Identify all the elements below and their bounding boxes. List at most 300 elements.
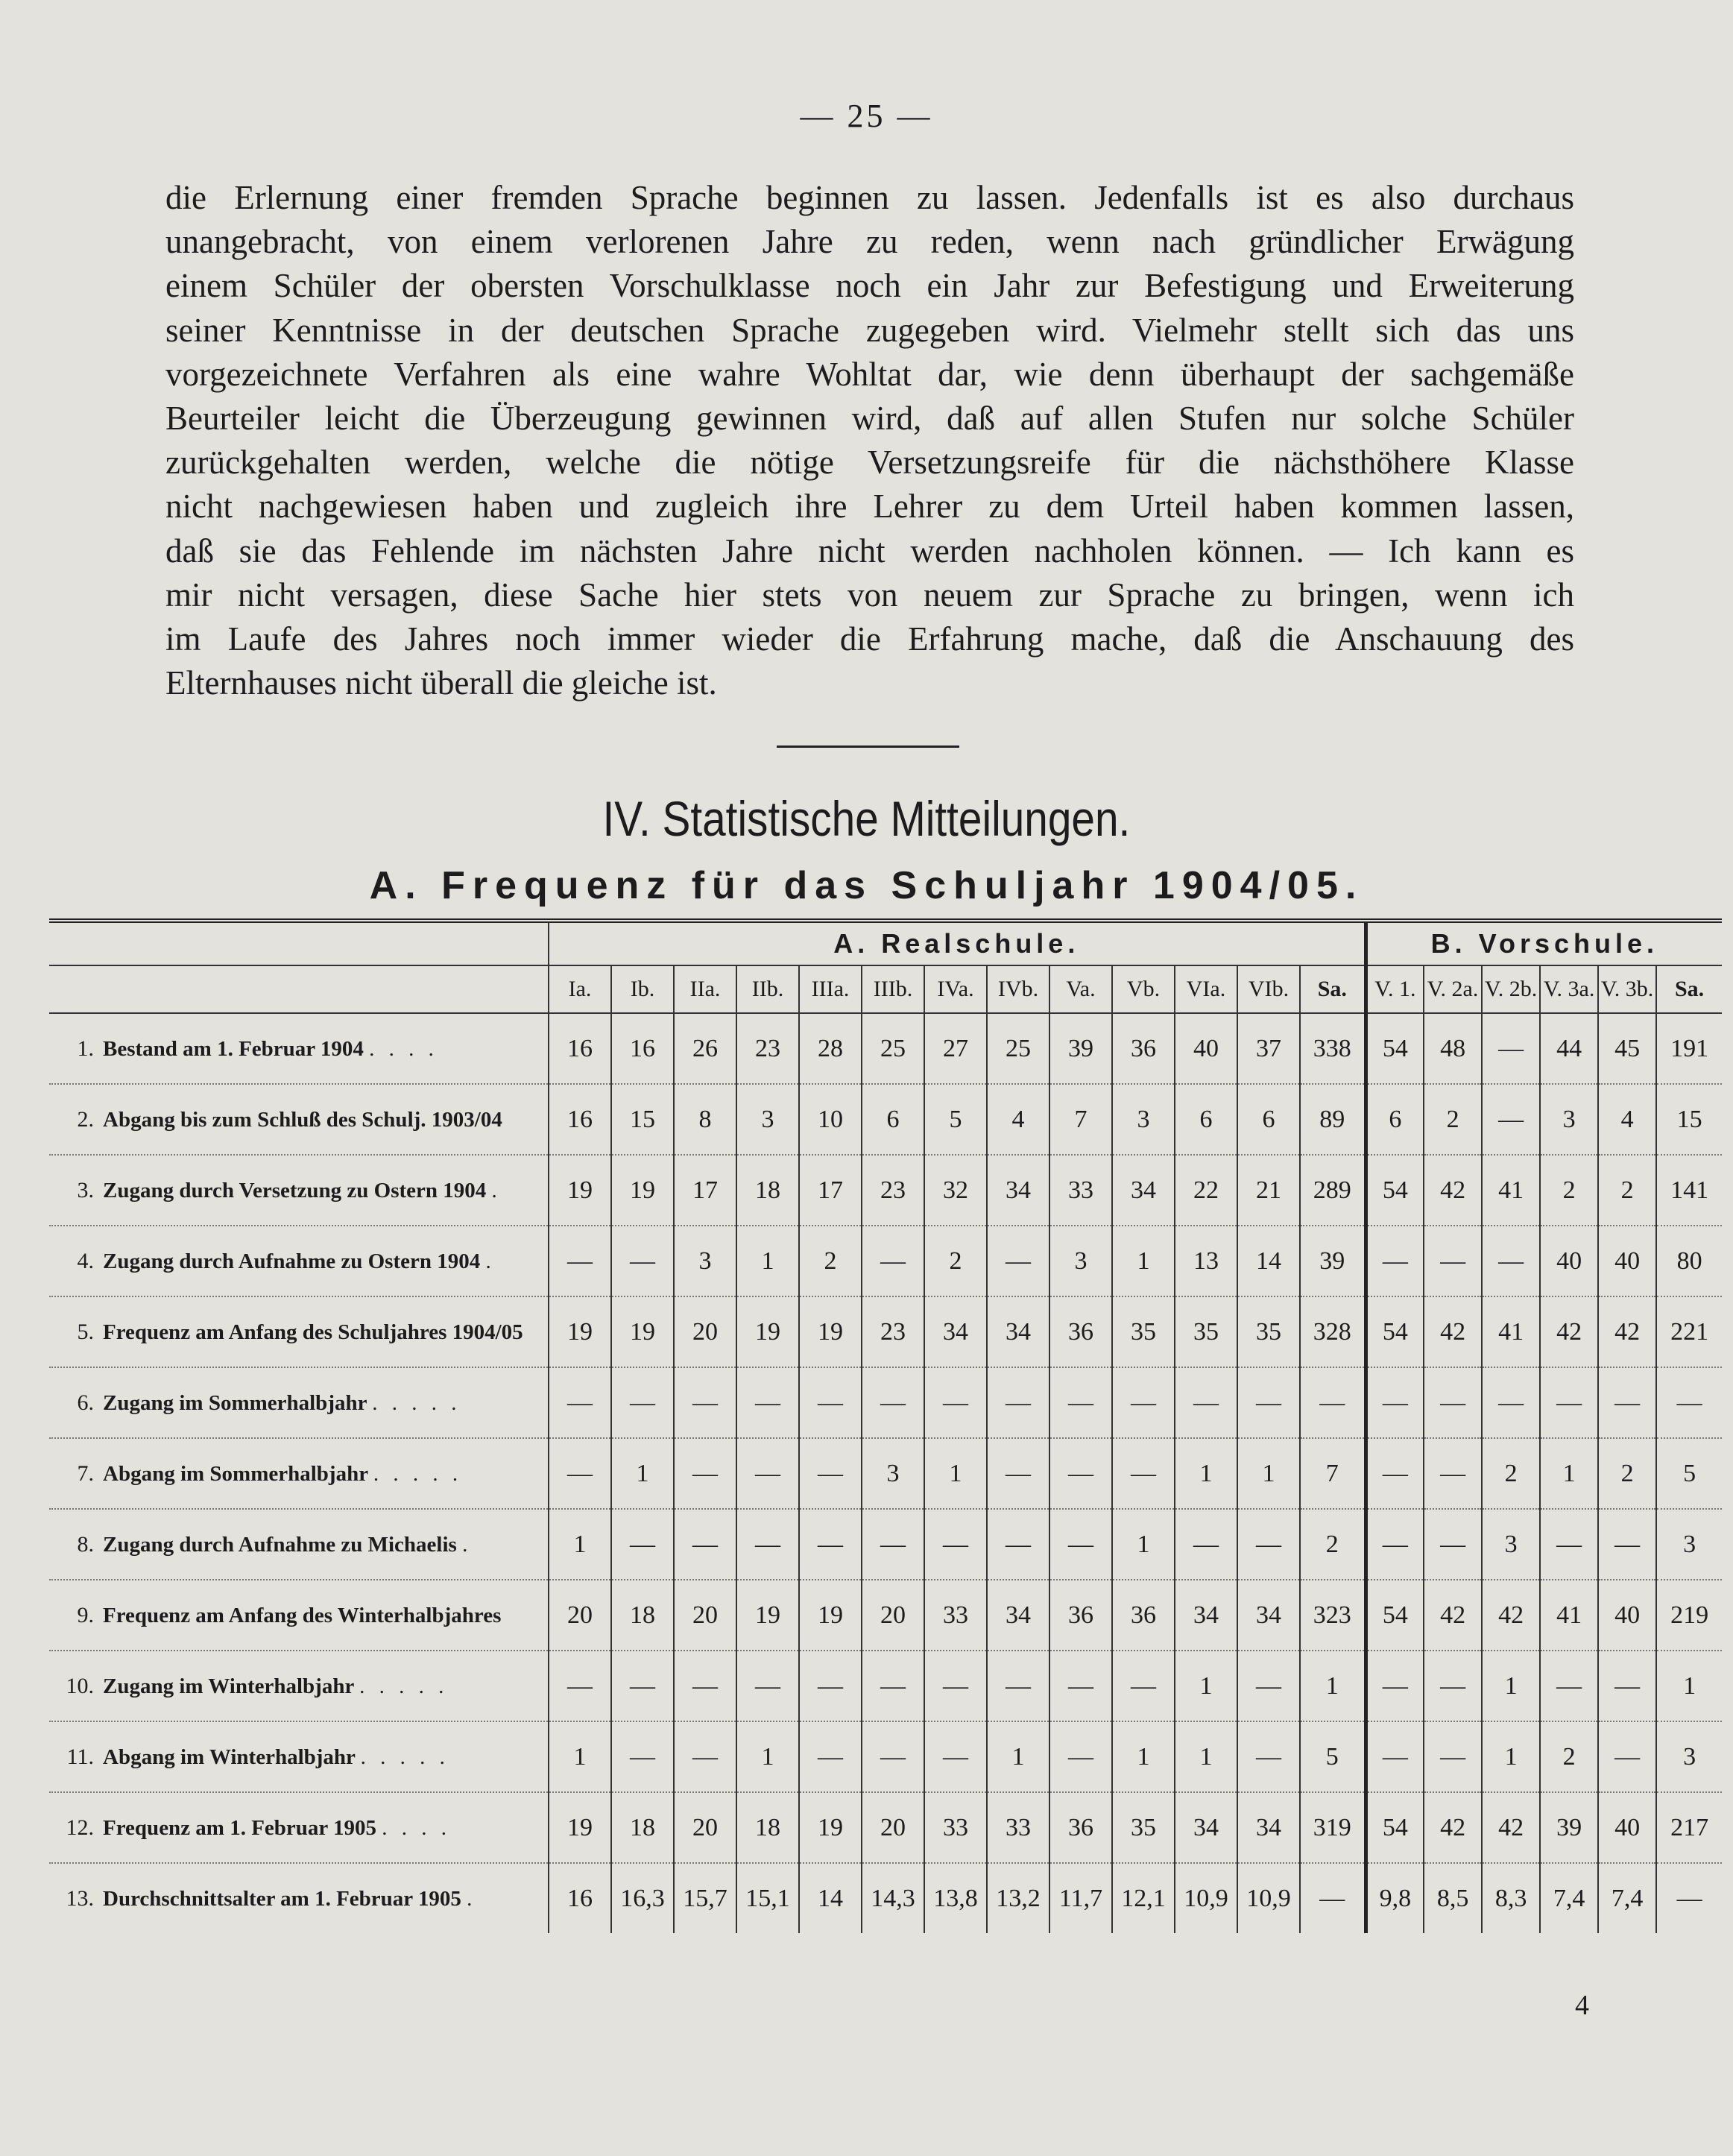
cell-realschule: 19 <box>736 1580 799 1651</box>
row-label-text: Zugang durch Aufnahme zu Michaelis <box>103 1532 457 1557</box>
column-header-class: IIb. <box>736 965 799 1013</box>
cell-realschule: 40 <box>1175 1013 1237 1084</box>
cell-realschule: — <box>924 1509 987 1580</box>
cell-vorschule: — <box>1598 1721 1656 1792</box>
column-header-class: Ia. <box>549 965 611 1013</box>
cell-vorschule: 40 <box>1598 1792 1656 1863</box>
cell-realschule: 36 <box>1112 1580 1175 1651</box>
column-header-class: IVb. <box>987 965 1049 1013</box>
cell-realschule: 19 <box>611 1296 674 1367</box>
cell-realschule: 20 <box>862 1792 924 1863</box>
row-leader-dots: . <box>485 1249 496 1273</box>
paragraph-line: nicht nachgewiesen haben und zugleich ihre Lehrer zu dem Urteil haben kommen lassen, <box>165 488 1574 526</box>
row-leader-dots: . . . . . <box>373 1461 463 1486</box>
cell-vorschule: — <box>1482 1084 1540 1155</box>
cell-realschule: — <box>549 1367 611 1438</box>
cell-realschule: 21 <box>1237 1155 1300 1226</box>
cell-realschule: — <box>862 1509 924 1580</box>
cell-vorschule-sum: — <box>1656 1863 1722 1933</box>
table-row <box>49 1580 1722 1651</box>
frequency-table <box>49 918 1722 1933</box>
cell-realschule: — <box>736 1367 799 1438</box>
cell-realschule: 10 <box>799 1084 862 1155</box>
cell-realschule: 10,9 <box>1237 1863 1300 1933</box>
row-label-text: Zugang im Sommerhalbjahr <box>103 1390 367 1415</box>
row-label-text: Zugang durch Versetzung zu Ostern 1904 <box>103 1178 487 1202</box>
cell-realschule-sum: — <box>1300 1367 1366 1438</box>
cell-realschule: 27 <box>924 1013 987 1084</box>
row-leader-dots: . . . . . <box>359 1674 449 1698</box>
row-label <box>49 1296 549 1367</box>
cell-vorschule: 4 <box>1598 1084 1656 1155</box>
cell-realschule: 35 <box>1112 1792 1175 1863</box>
cell-realschule-sum: 5 <box>1300 1721 1366 1792</box>
cell-vorschule: — <box>1424 1438 1482 1509</box>
row-number: 6. <box>77 1390 94 1415</box>
paragraph-line: seiner Kenntnisse in der deutschen Sprache zugegeben wird. Vielmehr stellt sich das uns <box>165 311 1574 349</box>
row-number: 4. <box>77 1248 94 1273</box>
cell-realschule: 17 <box>799 1155 862 1226</box>
row-label <box>49 1509 549 1580</box>
cell-vorschule: 44 <box>1540 1013 1598 1084</box>
cell-vorschule-sum: 221 <box>1656 1296 1722 1367</box>
cell-realschule: 35 <box>1175 1296 1237 1367</box>
cell-realschule: 1 <box>549 1721 611 1792</box>
cell-realschule: — <box>862 1367 924 1438</box>
cell-vorschule: 41 <box>1482 1155 1540 1226</box>
row-leader-dots: . . . . . <box>372 1390 461 1415</box>
column-header-vorschule-class: V. 1. <box>1366 965 1424 1013</box>
cell-vorschule: 40 <box>1598 1226 1656 1296</box>
row-number: 9. <box>77 1602 94 1627</box>
cell-realschule: 34 <box>1237 1580 1300 1651</box>
cell-realschule: 28 <box>799 1013 862 1084</box>
cell-vorschule-sum: 5 <box>1656 1438 1722 1509</box>
cell-vorschule: 42 <box>1424 1155 1482 1226</box>
cell-realschule: — <box>987 1651 1049 1721</box>
cell-realschule: 1 <box>1175 1438 1237 1509</box>
row-number: 10. <box>66 1673 94 1698</box>
cell-vorschule: 9,8 <box>1366 1863 1424 1933</box>
cell-realschule: — <box>549 1226 611 1296</box>
cell-vorschule: — <box>1482 1013 1540 1084</box>
cell-realschule: 33 <box>924 1792 987 1863</box>
cell-realschule: — <box>1049 1651 1112 1721</box>
row-label <box>49 1721 549 1792</box>
cell-realschule: 15,7 <box>674 1863 736 1933</box>
cell-realschule: 18 <box>736 1155 799 1226</box>
table-row <box>49 1509 1722 1580</box>
cell-realschule: 3 <box>736 1084 799 1155</box>
cell-realschule: 18 <box>611 1580 674 1651</box>
cell-realschule: — <box>799 1438 862 1509</box>
cell-realschule: — <box>1049 1438 1112 1509</box>
cell-realschule: 16 <box>611 1013 674 1084</box>
row-label <box>49 1155 549 1226</box>
cell-vorschule: 42 <box>1540 1296 1598 1367</box>
row-label <box>49 1651 549 1721</box>
cell-realschule: 32 <box>924 1155 987 1226</box>
cell-vorschule: 54 <box>1366 1013 1424 1084</box>
cell-realschule: 8 <box>674 1084 736 1155</box>
cell-realschule: 25 <box>862 1013 924 1084</box>
row-label <box>49 1084 549 1155</box>
cell-realschule: 22 <box>1175 1155 1237 1226</box>
column-header-vorschule-class: V. 2a. <box>1424 965 1482 1013</box>
cell-realschule-sum: 1 <box>1300 1651 1366 1721</box>
group-header-vorschule: B. Vorschule. <box>1366 921 1722 965</box>
cell-realschule: 17 <box>674 1155 736 1226</box>
cell-realschule-sum: 338 <box>1300 1013 1366 1084</box>
row-label-text: Frequenz am 1. Februar 1905 <box>103 1815 377 1840</box>
cell-realschule-sum: 89 <box>1300 1084 1366 1155</box>
cell-vorschule: 6 <box>1366 1084 1424 1155</box>
cell-realschule: 6 <box>1175 1084 1237 1155</box>
column-header-class: IIa. <box>674 965 736 1013</box>
cell-vorschule: — <box>1482 1367 1540 1438</box>
cell-realschule: 35 <box>1237 1296 1300 1367</box>
cell-vorschule: 2 <box>1482 1438 1540 1509</box>
cell-realschule: 34 <box>1112 1155 1175 1226</box>
cell-realschule: — <box>611 1367 674 1438</box>
column-header-class: Va. <box>1049 965 1112 1013</box>
column-header-vorschule-class: V. 3a. <box>1540 965 1598 1013</box>
column-header-blank <box>49 965 549 1013</box>
row-label <box>49 1580 549 1651</box>
cell-vorschule: 42 <box>1598 1296 1656 1367</box>
cell-realschule: — <box>1175 1509 1237 1580</box>
cell-realschule-sum: 323 <box>1300 1580 1366 1651</box>
cell-realschule: 34 <box>1237 1792 1300 1863</box>
table-title: A. Frequenz für das Schuljahr 1904/05. <box>369 864 1364 907</box>
cell-realschule-sum: 7 <box>1300 1438 1366 1509</box>
table-row <box>49 1226 1722 1296</box>
cell-realschule: 2 <box>799 1226 862 1296</box>
row-number: 3. <box>77 1177 94 1202</box>
section-divider <box>777 746 959 748</box>
cell-realschule: 36 <box>1049 1296 1112 1367</box>
cell-realschule: 19 <box>799 1296 862 1367</box>
column-header-class: IIIb. <box>862 965 924 1013</box>
cell-realschule: — <box>736 1651 799 1721</box>
row-label-text: Zugang durch Aufnahme zu Ostern 1904 <box>103 1249 481 1273</box>
row-leader-dots: . <box>491 1178 502 1202</box>
cell-realschule: — <box>611 1509 674 1580</box>
cell-vorschule: 2 <box>1598 1155 1656 1226</box>
cell-realschule: — <box>799 1651 862 1721</box>
cell-vorschule-sum: 80 <box>1656 1226 1722 1296</box>
cell-realschule: — <box>611 1721 674 1792</box>
cell-realschule: 1 <box>736 1226 799 1296</box>
table-row <box>49 1296 1722 1367</box>
cell-realschule: — <box>862 1651 924 1721</box>
cell-realschule: 19 <box>549 1296 611 1367</box>
cell-realschule: 34 <box>1175 1792 1237 1863</box>
cell-realschule: 37 <box>1237 1013 1300 1084</box>
cell-realschule: 13 <box>1175 1226 1237 1296</box>
cell-realschule: — <box>862 1721 924 1792</box>
cell-realschule: 23 <box>862 1296 924 1367</box>
row-number: 2. <box>77 1106 94 1132</box>
table-row <box>49 1013 1722 1084</box>
cell-realschule: 16,3 <box>611 1863 674 1933</box>
row-leader-dots: . . . . <box>369 1036 438 1061</box>
cell-realschule: 1 <box>1237 1438 1300 1509</box>
cell-realschule: — <box>862 1226 924 1296</box>
cell-realschule: 14,3 <box>862 1863 924 1933</box>
cell-realschule-sum: 289 <box>1300 1155 1366 1226</box>
cell-realschule: 3 <box>674 1226 736 1296</box>
cell-vorschule: — <box>1424 1509 1482 1580</box>
column-header-class: IIIa. <box>799 965 862 1013</box>
table-row <box>49 1863 1722 1933</box>
cell-vorschule: 41 <box>1540 1580 1598 1651</box>
cell-realschule: 14 <box>799 1863 862 1933</box>
page-number: — 25 — <box>800 98 933 134</box>
cell-realschule: 34 <box>987 1580 1049 1651</box>
row-number: 1. <box>77 1036 94 1061</box>
row-label-text: Durchschnittsalter am 1. Februar 1905 <box>103 1886 461 1911</box>
cell-realschule: — <box>1237 1367 1300 1438</box>
cell-vorschule-sum: 217 <box>1656 1792 1722 1863</box>
cell-vorschule: 1 <box>1482 1721 1540 1792</box>
paragraph-line: unangebracht, von einem verlorenen Jahre zu reden, wenn nach gründlicher Erwägung <box>165 223 1574 261</box>
row-leader-dots: . . . . . <box>360 1744 449 1769</box>
column-header-row <box>49 965 1722 1013</box>
cell-realschule: 1 <box>987 1721 1049 1792</box>
cell-vorschule: — <box>1540 1509 1598 1580</box>
cell-realschule: 39 <box>1049 1013 1112 1084</box>
cell-realschule: — <box>674 1651 736 1721</box>
row-number: 5. <box>77 1319 94 1344</box>
row-label <box>49 1792 549 1863</box>
body-paragraph <box>165 176 1574 705</box>
cell-realschule: 23 <box>862 1155 924 1226</box>
column-header-class: Ib. <box>611 965 674 1013</box>
cell-realschule: 34 <box>924 1296 987 1367</box>
cell-realschule: — <box>799 1367 862 1438</box>
cell-vorschule: — <box>1366 1721 1424 1792</box>
row-number: 8. <box>77 1531 94 1557</box>
cell-vorschule-sum: 3 <box>1656 1509 1722 1580</box>
cell-vorschule: 2 <box>1540 1155 1598 1226</box>
paragraph-line: vorgezeichnete Verfahren als eine wahre Wohltat dar, wie denn überhaupt der sachgemäße <box>165 355 1574 393</box>
column-header-class: Vb. <box>1112 965 1175 1013</box>
column-header-class: VIb. <box>1237 965 1300 1013</box>
row-label-text: Bestand am 1. Februar 1904 <box>103 1036 364 1061</box>
column-header-vorschule-class: V. 2b. <box>1482 965 1540 1013</box>
cell-realschule: — <box>1237 1651 1300 1721</box>
row-number: 13. <box>66 1885 94 1911</box>
row-label <box>49 1438 549 1509</box>
cell-realschule-sum: 2 <box>1300 1509 1366 1580</box>
cell-realschule: 19 <box>799 1580 862 1651</box>
table-row <box>49 1084 1722 1155</box>
row-leader-dots: . <box>467 1886 477 1911</box>
cell-realschule: 19 <box>549 1155 611 1226</box>
frequency-table-wrapper <box>49 918 1707 1933</box>
cell-realschule: — <box>1112 1438 1175 1509</box>
column-header-realschule-sum: Sa. <box>1300 965 1366 1013</box>
cell-vorschule: 45 <box>1598 1013 1656 1084</box>
cell-vorschule: 54 <box>1366 1296 1424 1367</box>
cell-vorschule-sum: 191 <box>1656 1013 1722 1084</box>
cell-realschule: 10,9 <box>1175 1863 1237 1933</box>
cell-vorschule: 42 <box>1424 1296 1482 1367</box>
cell-realschule: — <box>1049 1509 1112 1580</box>
table-row <box>49 1438 1722 1509</box>
cell-realschule: 13,2 <box>987 1863 1049 1933</box>
cell-vorschule: — <box>1598 1509 1656 1580</box>
cell-realschule: — <box>924 1721 987 1792</box>
cell-realschule: 3 <box>862 1438 924 1509</box>
cell-vorschule: 2 <box>1424 1084 1482 1155</box>
cell-vorschule: 1 <box>1540 1438 1598 1509</box>
cell-realschule: 20 <box>674 1296 736 1367</box>
cell-vorschule: — <box>1424 1721 1482 1792</box>
cell-realschule: — <box>1049 1367 1112 1438</box>
cell-realschule: — <box>674 1438 736 1509</box>
cell-realschule: 36 <box>1049 1580 1112 1651</box>
paragraph-line: daß sie das Fehlende im nächsten Jahre nicht werden nachholen können. — Ich kann es <box>165 532 1574 570</box>
cell-vorschule: 8,3 <box>1482 1863 1540 1933</box>
cell-realschule: 14 <box>1237 1226 1300 1296</box>
cell-realschule: 1 <box>611 1438 674 1509</box>
cell-realschule: 35 <box>1112 1296 1175 1367</box>
cell-realschule: 33 <box>987 1792 1049 1863</box>
cell-vorschule: 48 <box>1424 1013 1482 1084</box>
cell-realschule: — <box>611 1651 674 1721</box>
cell-realschule: 6 <box>862 1084 924 1155</box>
cell-realschule: 33 <box>1049 1155 1112 1226</box>
cell-realschule: 34 <box>987 1155 1049 1226</box>
cell-realschule: — <box>987 1438 1049 1509</box>
section-title: IV. Statistische Mitteilungen. <box>602 791 1131 846</box>
cell-realschule: 19 <box>611 1155 674 1226</box>
cell-realschule: — <box>674 1509 736 1580</box>
cell-realschule: 1 <box>1112 1226 1175 1296</box>
cell-realschule: 3 <box>1049 1226 1112 1296</box>
cell-realschule: 3 <box>1112 1084 1175 1155</box>
cell-realschule: 36 <box>1049 1792 1112 1863</box>
cell-realschule: — <box>1112 1367 1175 1438</box>
table-row <box>49 1155 1722 1226</box>
cell-realschule: 7 <box>1049 1084 1112 1155</box>
row-label-text: Abgang im Sommerhalbjahr <box>103 1461 368 1486</box>
paragraph-line: Elternhauses nicht überall die gleiche ist. <box>165 664 717 702</box>
cell-realschule: 1 <box>1112 1721 1175 1792</box>
paragraph-line: Beurteiler leicht die Überzeugung gewinnen wird, daß auf allen Stufen nur solche Schüler <box>165 399 1574 437</box>
cell-vorschule: 42 <box>1482 1580 1540 1651</box>
paragraph-line: die Erlernung einer fremden Sprache beginnen zu lassen. Jedenfalls ist es also durchaus <box>165 179 1574 216</box>
cell-realschule: — <box>736 1509 799 1580</box>
cell-vorschule: 42 <box>1424 1792 1482 1863</box>
cell-realschule: 6 <box>1237 1084 1300 1155</box>
cell-vorschule-sum: 141 <box>1656 1155 1722 1226</box>
cell-vorschule: 39 <box>1540 1792 1598 1863</box>
cell-realschule: 1 <box>1112 1509 1175 1580</box>
row-label-text: Zugang im Winterhalbjahr <box>103 1674 354 1698</box>
cell-realschule: — <box>1237 1509 1300 1580</box>
cell-vorschule-sum: 15 <box>1656 1084 1722 1155</box>
cell-vorschule: 54 <box>1366 1580 1424 1651</box>
row-label-text: Abgang im Winterhalbjahr <box>103 1744 356 1769</box>
cell-realschule: 25 <box>987 1013 1049 1084</box>
cell-realschule: 16 <box>549 1863 611 1933</box>
table-row <box>49 1792 1722 1863</box>
cell-vorschule: 41 <box>1482 1296 1540 1367</box>
cell-realschule: — <box>674 1721 736 1792</box>
cell-vorschule: 42 <box>1424 1580 1482 1651</box>
cell-realschule: 19 <box>736 1296 799 1367</box>
row-label <box>49 1367 549 1438</box>
cell-vorschule: — <box>1424 1226 1482 1296</box>
cell-vorschule: — <box>1482 1226 1540 1296</box>
cell-realschule: 1 <box>1175 1721 1237 1792</box>
cell-realschule: 1 <box>1175 1651 1237 1721</box>
cell-realschule: 15 <box>611 1084 674 1155</box>
row-label <box>49 1863 549 1933</box>
cell-realschule: 20 <box>674 1792 736 1863</box>
cell-vorschule-sum: 1 <box>1656 1651 1722 1721</box>
cell-realschule: 16 <box>549 1084 611 1155</box>
cell-vorschule: 40 <box>1598 1580 1656 1651</box>
cell-realschule: 16 <box>549 1013 611 1084</box>
cell-realschule: — <box>1112 1651 1175 1721</box>
footer-signature-mark: 4 <box>1575 1990 1589 2021</box>
cell-realschule: 20 <box>674 1580 736 1651</box>
row-label <box>49 1013 549 1084</box>
cell-realschule: 11,7 <box>1049 1863 1112 1933</box>
cell-vorschule: — <box>1540 1367 1598 1438</box>
cell-vorschule-sum: 219 <box>1656 1580 1722 1651</box>
cell-realschule: 4 <box>987 1084 1049 1155</box>
row-number: 11. <box>66 1744 94 1769</box>
row-leader-dots: . . . . <box>382 1815 452 1840</box>
cell-vorschule: — <box>1598 1367 1656 1438</box>
cell-realschule: 18 <box>611 1792 674 1863</box>
cell-vorschule: 3 <box>1540 1084 1598 1155</box>
cell-realschule: — <box>799 1509 862 1580</box>
cell-vorschule: — <box>1540 1651 1598 1721</box>
cell-vorschule: 2 <box>1598 1438 1656 1509</box>
cell-realschule: 34 <box>1175 1580 1237 1651</box>
cell-vorschule: — <box>1424 1367 1482 1438</box>
group-header-realschule: A. Realschule. <box>549 921 1366 965</box>
cell-realschule: — <box>1237 1721 1300 1792</box>
cell-vorschule: 7,4 <box>1540 1863 1598 1933</box>
cell-vorschule: — <box>1366 1438 1424 1509</box>
cell-realschule: 20 <box>862 1580 924 1651</box>
cell-realschule: 1 <box>736 1721 799 1792</box>
column-header-class: IVa. <box>924 965 987 1013</box>
cell-vorschule: 54 <box>1366 1792 1424 1863</box>
cell-vorschule: 3 <box>1482 1509 1540 1580</box>
paragraph-line: im Laufe des Jahres noch immer wieder die Erfahrung mache, daß die Anschauung des <box>165 620 1574 658</box>
cell-vorschule: 40 <box>1540 1226 1598 1296</box>
row-label <box>49 1226 549 1296</box>
cell-realschule: 15,1 <box>736 1863 799 1933</box>
cell-realschule: — <box>674 1367 736 1438</box>
cell-realschule: 1 <box>924 1438 987 1509</box>
column-header-vorschule-sum: Sa. <box>1656 965 1722 1013</box>
cell-vorschule-sum: — <box>1656 1367 1722 1438</box>
cell-realschule-sum: — <box>1300 1863 1366 1933</box>
cell-vorschule: — <box>1366 1651 1424 1721</box>
cell-realschule: — <box>987 1226 1049 1296</box>
cell-vorschule: 1 <box>1482 1651 1540 1721</box>
paragraph-line: zurückgehalten werden, welche die nötige Versetzungsreife für die nächsthöhere Klasse <box>165 444 1574 482</box>
